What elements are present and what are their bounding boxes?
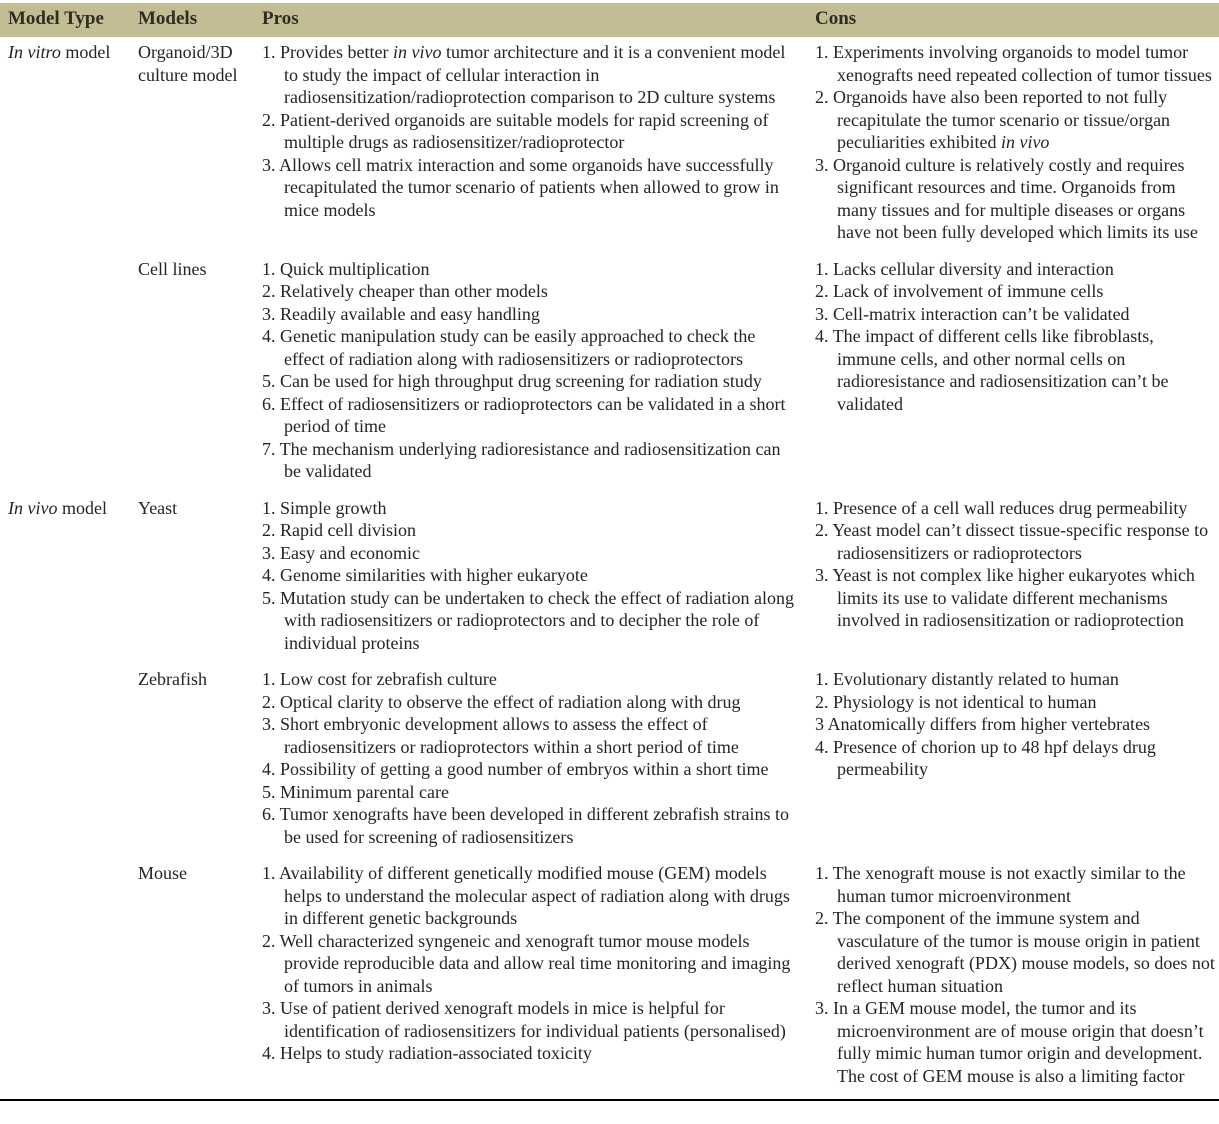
cons-item: 2. The component of the immune system and vasculature of the tumor is mouse origin in patient derived xenograft (PDX) mouse models, so does not reflect human situation: [815, 908, 1215, 996]
pros-item: 3. Readily available and easy handling: [262, 303, 540, 324]
cons-cell: [808, 497, 1219, 632]
pros-item: 1. Low cost for zebrafish culture: [262, 669, 497, 689]
pros-cell: [257, 41, 808, 221]
pros-item: 3. Easy and economic: [262, 542, 420, 563]
cons-item: 3 Anatomically differs from higher vertebrates: [815, 714, 1151, 734]
pros-cell: [257, 862, 808, 1065]
cons-item: 1. The xenograft mouse is not exactly similar to the human tumor microenvironment: [815, 863, 1186, 906]
cons-item: 1. Experiments involving organoids to model tumor xenografts need repeated collection of tumor tissues: [815, 42, 1212, 85]
cons-item: 3. In a GEM mouse model, the tumor and its microenvironment are of mouse origin that doesn’t fully mimic human tumor origin and development. The cost of GEM mouse is also a limiting factor: [815, 998, 1204, 1086]
cons-item: 2. Physiology is not identical to human: [815, 691, 1097, 712]
cons-item: 4. The impact of different cells like fibroblasts, immune cells, and other normal cells on radioresistance and radiosensitization can’t be validated: [815, 326, 1169, 414]
pros-item: 6. Tumor xenografts have been developed in different zebrafish strains to be used for screening of radiosensitizers: [262, 804, 790, 847]
pros-item: 5. Can be used for high throughput drug screening for radiation study: [262, 371, 762, 391]
pros-cell: [257, 497, 808, 655]
pros-cell: [257, 258, 808, 483]
pros-item: 1. Quick multiplication: [262, 258, 430, 279]
model-name-cell: Cell lines: [138, 258, 207, 279]
pros-item: 4. Genetic manipulation study can be easily approached to check the effect of radiation along with radiosensitizers or radioprotectors: [262, 326, 756, 369]
cons-cell: [808, 668, 1219, 781]
pros-item: 1. Availability of different genetically modified mouse (GEM) models helps to understand the molecular aspect of radiation along with drugs in different genetic backgrounds: [262, 863, 790, 928]
table-header-row: [0, 3, 1219, 37]
table-bottom-border: [0, 1099, 1219, 1111]
pros-item: 1. Provides better in vivo tumor architecture and it is a convenient model to study the impact of cellular interaction in radiosensitization/radioprotection comparison to 2D culture systems: [262, 42, 786, 107]
table-row: [0, 664, 1219, 858]
cons-item: 2. Organoids have also been reported to not fully recapitulate the tumor scenario or tissue/organ peculiarities exhibited in vivo: [815, 87, 1171, 152]
pros-item: 2. Optical clarity to observe the effect of radiation along with drug: [262, 691, 741, 712]
pros-item: 7. The mechanism underlying radioresistance and radiosensitization can be validated: [262, 438, 781, 481]
pros-item: 3. Allows cell matrix interaction and some organoids have successfully recapitulated the tumor scenario of patients when allowed to grow in mice models: [262, 154, 779, 220]
table-row: [0, 254, 1219, 493]
table-row: [0, 37, 1219, 254]
column-header-cons: Cons: [815, 8, 857, 29]
column-header-pros: Pros: [262, 8, 299, 29]
cons-item: 3. Cell-matrix interaction can’t be validated: [815, 303, 1130, 324]
pros-item: 6. Effect of radiosensitizers or radioprotectors can be validated in a short period of time: [262, 393, 786, 436]
pros-item: 2. Relatively cheaper than other models: [262, 281, 548, 301]
pros-cell: [257, 668, 808, 848]
pros-item: 4. Helps to study radiation-associated toxicity: [262, 1043, 592, 1063]
model-name-cell: Organoid/3D culture model: [138, 42, 238, 85]
table-body: [0, 37, 1219, 1097]
cons-item: 4. Presence of chorion up to 48 hpf delays drug permeability: [815, 736, 1156, 779]
cons-item: 1. Presence of a cell wall reduces drug permeability: [815, 497, 1188, 518]
model-type-cell: In vivo model: [8, 497, 107, 518]
cons-item: 3. Organoid culture is relatively costly and requires significant resources and time. Organoids from many tissues and for multiple diseases or organs have not been fully developed which limits its use: [815, 154, 1198, 242]
column-header-model-type: Model Type: [8, 8, 104, 29]
cons-item: 1. Lacks cellular diversity and interaction: [815, 258, 1114, 279]
pros-item: 1. Simple growth: [262, 497, 387, 518]
table-row: [0, 858, 1219, 1097]
table-row: [0, 493, 1219, 665]
pros-item: 2. Rapid cell division: [262, 520, 416, 540]
model-name-cell: Mouse: [138, 863, 187, 883]
model-name-cell: Zebrafish: [138, 669, 207, 689]
pros-item: 5. Minimum parental care: [262, 781, 449, 802]
model-type-cell: In vitro model: [8, 42, 111, 62]
model-name-cell: Yeast: [138, 497, 178, 518]
pros-item: 3. Use of patient derived xenograft models in mice is helpful for identification of radiosensitizers for individual patients (personalised): [262, 998, 786, 1041]
pros-item: 5. Mutation study can be undertaken to check the effect of radiation along with radiosensitizers or radioprotectors and to decipher the role of individual proteins: [262, 587, 794, 653]
cons-cell: [808, 862, 1219, 1087]
column-header-models: Models: [138, 8, 198, 29]
pros-item: 2. Well characterized syngeneic and xenograft tumor mouse models provide reproducible data and allow real time monitoring and imaging of tumors in animals: [262, 930, 791, 996]
cons-cell: [808, 41, 1219, 244]
pros-item: 3. Short embryonic development allows to assess the effect of radiosensitizers or radioprotectors within a short period of time: [262, 714, 739, 757]
cons-item: 3. Yeast is not complex like higher eukaryotes which limits its use to validate different mechanisms involved in radiosensitization or radioprotection: [815, 565, 1195, 630]
cons-cell: [808, 258, 1219, 416]
pros-item: 4. Possibility of getting a good number of embryos within a short time: [262, 759, 769, 779]
cons-item: 2. Lack of involvement of immune cells: [815, 281, 1104, 301]
cons-item: 2. Yeast model can’t dissect tissue-specific response to radiosensitizers or radioprotectors: [815, 520, 1209, 563]
pros-item: 2. Patient-derived organoids are suitable models for rapid screening of multiple drugs as radiosensitizer/radioprotector: [262, 109, 769, 152]
cons-item: 1. Evolutionary distantly related to human: [815, 669, 1119, 689]
pros-item: 4. Genome similarities with higher eukaryote: [262, 565, 588, 585]
